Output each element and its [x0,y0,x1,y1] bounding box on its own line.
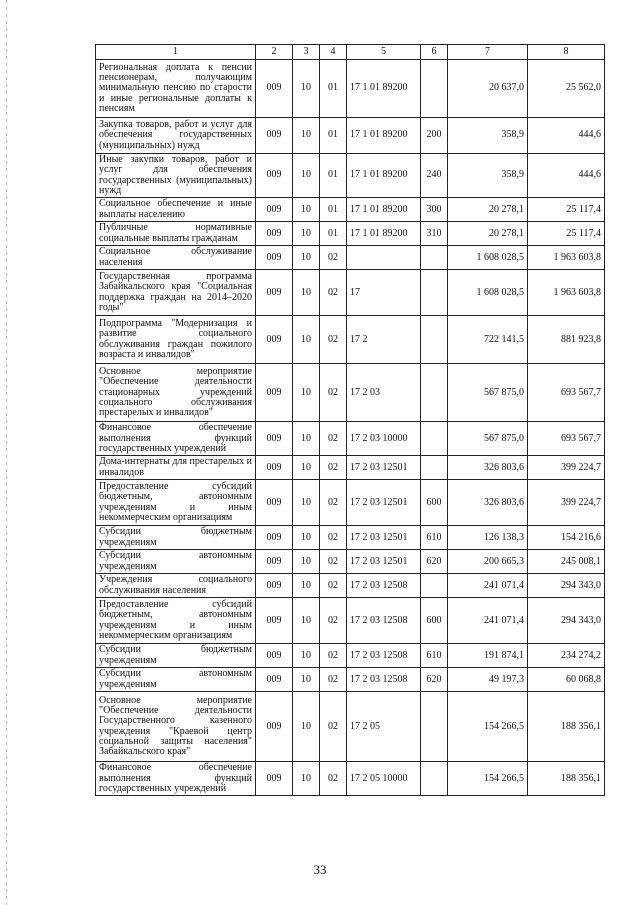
section-code-cell: 10 [293,598,320,644]
amount-year2-cell: 693 567,7 [528,422,605,456]
row-name-cell: Субсидии бюджетным учреждениям [96,526,256,550]
subsection-code-cell: 01 [320,118,347,154]
row-name-cell: Публичные нормативные социальные выплаты гражданам [96,222,256,246]
subsection-code-cell: 02 [320,316,347,364]
budget-table-body [96,45,605,796]
expense-type-cell [421,270,448,316]
row-name-cell: Финансовое обеспечение выполнения функций государственных учреждений [96,762,256,796]
ministry-code-cell: 009 [256,60,293,118]
target-article-cell: 17 2 03 12508 [347,644,421,668]
amount-year1-cell: 154 266,5 [448,692,528,762]
subsection-code-cell: 02 [320,644,347,668]
section-code-cell: 10 [293,270,320,316]
amount-year2-cell: 881 923,8 [528,316,605,364]
amount-year1-cell: 358,9 [448,154,528,198]
row-name-cell: Региональная доплата к пенсии пенсионерам, получающим минимальную пенсию по старости и иные региональные доплаты к пенсиям [96,60,256,118]
target-article-cell: 17 2 03 12508 [347,668,421,692]
row-name-cell: Предоставление субсидий бюджетным, автономным учреждениям и иным некоммерческим организациям [96,480,256,526]
amount-year2-cell: 245 008,1 [528,550,605,574]
amount-year2-cell: 25 117,4 [528,222,605,246]
expense-type-cell [421,364,448,422]
amount-year1-cell: 49 197,3 [448,668,528,692]
section-code-cell: 10 [293,480,320,526]
ministry-code-cell: 009 [256,692,293,762]
ministry-code-cell: 009 [256,480,293,526]
row-name-cell: Социальное обеспечение и иные выплаты населению [96,198,256,222]
amount-year2-cell: 188 356,1 [528,762,605,796]
section-code-cell: 10 [293,762,320,796]
target-article-cell: 17 1 01 89200 [347,60,421,118]
subsection-code-cell: 02 [320,668,347,692]
amount-year1-cell: 241 071,4 [448,574,528,598]
ministry-code-cell: 009 [256,668,293,692]
ministry-code-cell: 009 [256,644,293,668]
subsection-code-cell: 01 [320,198,347,222]
amount-year1-cell: 241 071,4 [448,598,528,644]
header-cell-2: 2 [256,45,293,60]
subsection-code-cell: 02 [320,480,347,526]
section-code-cell: 10 [293,222,320,246]
target-article-cell: 17 2 03 12508 [347,574,421,598]
ministry-code-cell: 009 [256,154,293,198]
amount-year1-cell: 722 141,5 [448,316,528,364]
expense-type-cell [421,422,448,456]
expense-type-cell: 620 [421,668,448,692]
ministry-code-cell: 009 [256,246,293,270]
target-article-cell: 17 1 01 89200 [347,154,421,198]
subsection-code-cell: 02 [320,550,347,574]
section-code-cell: 10 [293,316,320,364]
section-code-cell: 10 [293,668,320,692]
table-row [96,574,605,598]
budget-table [95,44,605,796]
table-row [96,526,605,550]
row-name-cell: Субсидии автономным учреждениям [96,668,256,692]
table-row [96,222,605,246]
amount-year1-cell: 191 874,1 [448,644,528,668]
amount-year1-cell: 200 665,3 [448,550,528,574]
header-cell-7: 7 [448,45,528,60]
header-cell-6: 6 [421,45,448,60]
subsection-code-cell: 02 [320,422,347,456]
expense-type-cell [421,762,448,796]
section-code-cell: 10 [293,574,320,598]
target-article-cell: 17 2 03 12508 [347,598,421,644]
amount-year1-cell: 20 278,1 [448,198,528,222]
ministry-code-cell: 009 [256,762,293,796]
target-article-cell: 17 2 03 12501 [347,480,421,526]
expense-type-cell [421,456,448,480]
amount-year1-cell: 1 608 028,5 [448,270,528,316]
ministry-code-cell: 009 [256,598,293,644]
subsection-code-cell: 01 [320,222,347,246]
table-row [96,60,605,118]
row-name-cell: Учреждения социального обслуживания населения [96,574,256,598]
ministry-code-cell: 009 [256,198,293,222]
row-name-cell: Предоставление субсидий бюджетным, автономным учреждениям и иным некоммерческим организациям [96,598,256,644]
row-name-cell: Субсидии бюджетным учреждениям [96,644,256,668]
subsection-code-cell: 02 [320,456,347,480]
expense-type-cell [421,316,448,364]
ministry-code-cell: 009 [256,316,293,364]
table-row [96,246,605,270]
target-article-cell: 17 1 01 89200 [347,222,421,246]
section-code-cell: 10 [293,526,320,550]
target-article-cell: 17 1 01 89200 [347,118,421,154]
row-name-cell: Социальное обслуживание населения [96,246,256,270]
ministry-code-cell: 009 [256,270,293,316]
section-code-cell: 10 [293,422,320,456]
row-name-cell: Основное мероприятие "Обеспечение деятельности стационарных учреждений социального обслуживания престарелых и инвалидов" [96,364,256,422]
expense-type-cell: 600 [421,480,448,526]
table-row [96,644,605,668]
section-code-cell: 10 [293,692,320,762]
subsection-code-cell: 02 [320,598,347,644]
header-cell-3: 3 [293,45,320,60]
amount-year1-cell: 326 803,6 [448,480,528,526]
section-code-cell: 10 [293,456,320,480]
target-article-cell: 17 2 05 [347,692,421,762]
table-row [96,456,605,480]
subsection-code-cell: 02 [320,270,347,316]
table-header-row [96,45,605,60]
section-code-cell: 10 [293,550,320,574]
section-code-cell: 10 [293,198,320,222]
expense-type-cell: 620 [421,550,448,574]
expense-type-cell: 240 [421,154,448,198]
target-article-cell [347,246,421,270]
table-row [96,198,605,222]
subsection-code-cell: 02 [320,246,347,270]
amount-year2-cell: 294 343,0 [528,598,605,644]
page-number: 33 [313,862,327,877]
subsection-code-cell: 02 [320,364,347,422]
target-article-cell: 17 2 05 10000 [347,762,421,796]
expense-type-cell: 610 [421,526,448,550]
row-name-cell: Закупка товаров, работ и услуг для обеспечения государственных (муниципальных) нужд [96,118,256,154]
expense-type-cell [421,692,448,762]
table-row [96,118,605,154]
section-code-cell: 10 [293,364,320,422]
amount-year1-cell: 1 608 028,5 [448,246,528,270]
expense-type-cell: 200 [421,118,448,154]
subsection-code-cell: 01 [320,60,347,118]
amount-year2-cell: 294 343,0 [528,574,605,598]
row-name-cell: Государственная программа Забайкальского края "Социальная поддержка граждан на 2014–2020 годы" [96,270,256,316]
amount-year2-cell: 444,6 [528,118,605,154]
amount-year1-cell: 154 266,5 [448,762,528,796]
amount-year2-cell: 1 963 603,8 [528,246,605,270]
table-row [96,480,605,526]
ministry-code-cell: 009 [256,222,293,246]
ministry-code-cell: 009 [256,550,293,574]
table-row [96,316,605,364]
target-article-cell: 17 2 03 12501 [347,456,421,480]
section-code-cell: 10 [293,118,320,154]
amount-year1-cell: 20 637,0 [448,60,528,118]
row-name-cell: Основное мероприятие "Обеспечение деятельности Государственного казенного учреждения "Краевой центр социальной защиты населения" Забайкальского края" [96,692,256,762]
amount-year2-cell: 25 562,0 [528,60,605,118]
amount-year2-cell: 399 224,7 [528,480,605,526]
ministry-code-cell: 009 [256,574,293,598]
row-name-cell: Финансовое обеспечение выполнения функций государственных учреждений [96,422,256,456]
amount-year1-cell: 326 803,6 [448,456,528,480]
table-row [96,270,605,316]
table-row [96,692,605,762]
target-article-cell: 17 2 03 12501 [347,550,421,574]
scan-edge-mark [6,0,7,905]
expense-type-cell [421,60,448,118]
amount-year1-cell: 126 138,3 [448,526,528,550]
ministry-code-cell: 009 [256,422,293,456]
header-cell-1: 1 [96,45,256,60]
header-cell-4: 4 [320,45,347,60]
amount-year1-cell: 567 875,0 [448,422,528,456]
amount-year2-cell: 399 224,7 [528,456,605,480]
ministry-code-cell: 009 [256,526,293,550]
target-article-cell: 17 [347,270,421,316]
table-row [96,364,605,422]
header-cell-5: 5 [347,45,421,60]
amount-year1-cell: 20 278,1 [448,222,528,246]
amount-year2-cell: 188 356,1 [528,692,605,762]
amount-year1-cell: 567 875,0 [448,364,528,422]
expense-type-cell: 600 [421,598,448,644]
subsection-code-cell: 02 [320,692,347,762]
table-row [96,598,605,644]
row-name-cell: Подпрограмма "Модернизация и развитие социального обслуживания граждан пожилого возраста и инвалидов" [96,316,256,364]
section-code-cell: 10 [293,246,320,270]
amount-year2-cell: 25 117,4 [528,198,605,222]
expense-type-cell: 310 [421,222,448,246]
subsection-code-cell: 02 [320,574,347,598]
section-code-cell: 10 [293,154,320,198]
table-row [96,550,605,574]
table-row [96,762,605,796]
amount-year2-cell: 693 567,7 [528,364,605,422]
table-row [96,668,605,692]
subsection-code-cell: 02 [320,526,347,550]
expense-type-cell [421,246,448,270]
table-row [96,154,605,198]
table-row [96,422,605,456]
amount-year1-cell: 358,9 [448,118,528,154]
target-article-cell: 17 2 [347,316,421,364]
subsection-code-cell: 01 [320,154,347,198]
section-code-cell: 10 [293,644,320,668]
amount-year2-cell: 444,6 [528,154,605,198]
amount-year2-cell: 60 068,8 [528,668,605,692]
section-code-cell: 10 [293,60,320,118]
row-name-cell: Дома-интернаты для престарелых и инвалидов [96,456,256,480]
header-cell-8: 8 [528,45,605,60]
target-article-cell: 17 2 03 10000 [347,422,421,456]
target-article-cell: 17 1 01 89200 [347,198,421,222]
target-article-cell: 17 2 03 12501 [347,526,421,550]
expense-type-cell: 300 [421,198,448,222]
amount-year2-cell: 234 274,2 [528,644,605,668]
expense-type-cell [421,574,448,598]
target-article-cell: 17 2 03 [347,364,421,422]
subsection-code-cell: 02 [320,762,347,796]
ministry-code-cell: 009 [256,364,293,422]
expense-type-cell: 610 [421,644,448,668]
ministry-code-cell: 009 [256,456,293,480]
row-name-cell: Иные закупки товаров, работ и услуг для обеспечения государственных (муниципальных) нужд [96,154,256,198]
row-name-cell: Субсидии автономным учреждениям [96,550,256,574]
amount-year2-cell: 1 963 603,8 [528,270,605,316]
amount-year2-cell: 154 216,6 [528,526,605,550]
ministry-code-cell: 009 [256,118,293,154]
